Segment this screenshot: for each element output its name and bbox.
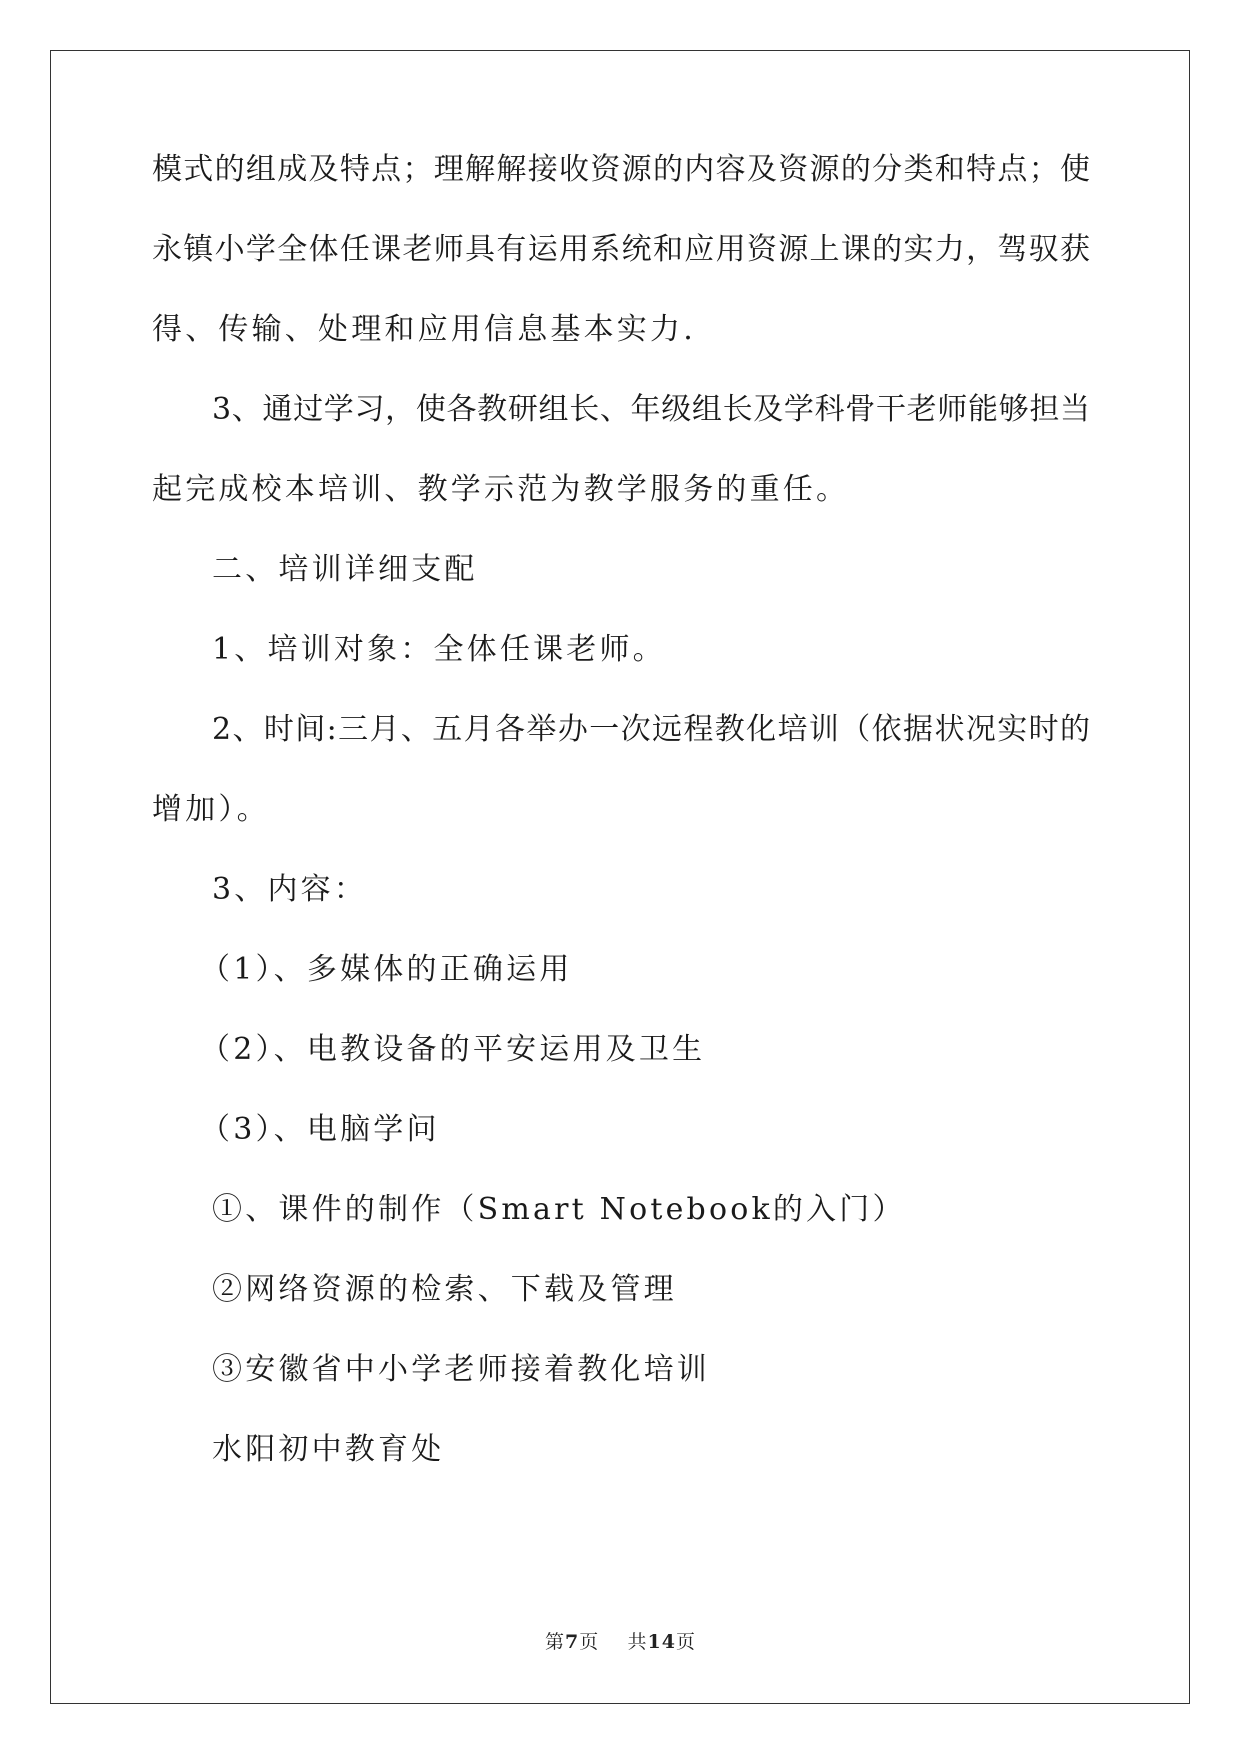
total-unit: 页	[675, 1631, 696, 1653]
paragraph-line: 1、培训对象：全体任课老师。	[212, 632, 666, 667]
section-heading: 二、培训详细支配	[212, 552, 478, 587]
paragraph-line: 2、时间:三月、五月各举办一次远程教化培训（依据状况实时的	[212, 712, 1090, 747]
page-prefix: 第	[545, 1631, 566, 1653]
paragraph-line: 模式的组成及特点；理解解接收资源的内容及资源的分类和特点；使	[152, 152, 1090, 187]
list-item: （1）、多媒体的正确运用	[200, 952, 573, 987]
list-item: ③安徽省中小学老师接着教化培训	[212, 1352, 710, 1387]
list-item: ①、课件的制作（Smart Notebook的入门）	[212, 1192, 906, 1227]
list-item: （2）、电教设备的平安运用及卫生	[200, 1032, 706, 1067]
list-item: （3）、电脑学问	[200, 1112, 440, 1147]
page-number: 7	[565, 1631, 580, 1653]
paragraph-line: 得、传输、处理和应用信息基本实力.	[152, 312, 696, 347]
paragraph-line: 3、内容：	[212, 872, 368, 907]
paragraph-line: 3、通过学习，使各教研组长、年级组长及学科骨干老师能够担当	[212, 392, 1090, 427]
paragraph-line: 增加）。	[152, 792, 270, 827]
page-unit: 页	[579, 1631, 600, 1653]
signature-line: 水阳初中教育处	[212, 1432, 445, 1467]
total-prefix: 共	[627, 1631, 648, 1653]
page-footer	[0, 1630, 1241, 1654]
paragraph-line: 永镇小学全体任课老师具有运用系统和应用资源上课的实力，驾驭获	[152, 232, 1090, 267]
list-item: ②网络资源的检索、下载及管理	[212, 1272, 677, 1307]
total-pages: 14	[647, 1631, 676, 1653]
paragraph-line: 起完成校本培训、教学示范为教学服务的重任。	[152, 472, 850, 507]
